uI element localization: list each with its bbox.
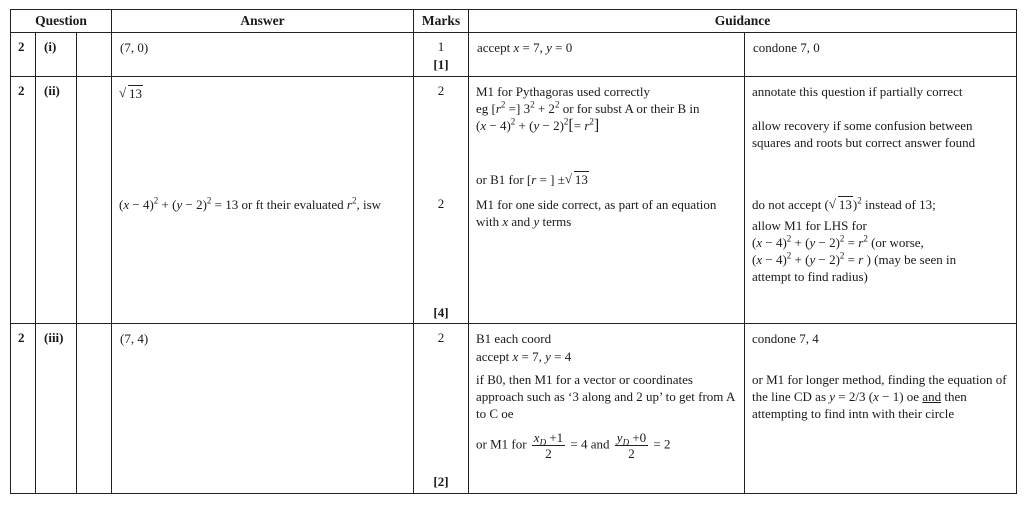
guidance-main: accept x = 7, y = 4: [476, 349, 572, 364]
question-number: 2: [18, 330, 25, 345]
question-number: 2: [18, 39, 25, 54]
table-row: [11, 324, 1017, 494]
mark-total: [4]: [433, 305, 449, 320]
mark-value: 2: [437, 83, 445, 98]
table-row: [11, 77, 1017, 324]
header-guidance: Guidance: [469, 10, 1017, 33]
header-marks: Marks: [414, 10, 469, 33]
mark-value: 1: [437, 39, 445, 54]
table-row: [11, 33, 1017, 77]
guidance-main: B1 each coord: [476, 331, 552, 346]
question-part: (i): [44, 39, 57, 54]
header-answer: Answer: [112, 10, 414, 33]
guidance-main: or B1 for [r = ] ±√ 13: [476, 171, 738, 188]
guidance-main: M1 for one side correct, as part of an equation with x and y terms: [476, 197, 717, 229]
guidance-main: accept x = 7, y = 0: [477, 40, 573, 55]
answer-text: $(x - 4)^2 + (y - 2)^2 = 13$ or ft their evaluated $r^2$, isw: [119, 195, 382, 212]
guidance-extra: condone 7, 0: [753, 40, 820, 55]
question-part: (ii): [44, 83, 60, 98]
guidance-main: if B0, then M1 for a vector or coordinates approach such as ‘3 along and 2 up’ to get from A to C oe: [476, 372, 735, 421]
header-question: Question: [11, 10, 112, 33]
mark-total: [2]: [433, 474, 449, 489]
guidance-extra: or M1 for longer method, finding the equation of the line CD as y = 2/3 (x − 1) oe and then attempting to find intn with their circle: [752, 372, 1007, 421]
guidance-extra: condone 7, 4: [752, 331, 819, 346]
answer-text: (7, 4): [120, 331, 149, 346]
guidance-main: or M1 for $\frac{x_D +1}{2}$ = 4 and $\frac{y_D +0}{2}$ = 2: [476, 430, 671, 461]
question-part: (iii): [44, 330, 64, 345]
guidance-extra: allow M1 for LHS for $(x - 4)^2 + (y - 2)^2 = r^2$ (or worse, $(x - 4)^2 + (y - 2)^2 = r$ ) (may be seen in attempt to find radius): [752, 218, 957, 284]
guidance-extra: annotate this question if partially correct: [752, 84, 963, 99]
answer-text: √ 13: [119, 85, 407, 102]
mark-scheme-table: [10, 9, 1017, 494]
guidance-extra: do not accept (√ 13)$^2$ instead of 13;: [752, 196, 1010, 213]
guidance-main: M1 for Pythagoras used correctly eg [$r^2$ =] $3^2 + 2^2$ or for subst A or their B in $(x - 4)^2 + (y - 2)^2[= r^2]$: [476, 84, 700, 134]
mark-value: 2: [437, 330, 445, 345]
question-number: 2: [18, 83, 25, 98]
guidance-extra: allow recovery if some confusion between squares and roots but correct answer found: [752, 118, 976, 150]
answer-text: (7, 0): [120, 40, 149, 55]
mark-value: 2: [437, 196, 445, 211]
mark-total: [1]: [433, 57, 449, 72]
